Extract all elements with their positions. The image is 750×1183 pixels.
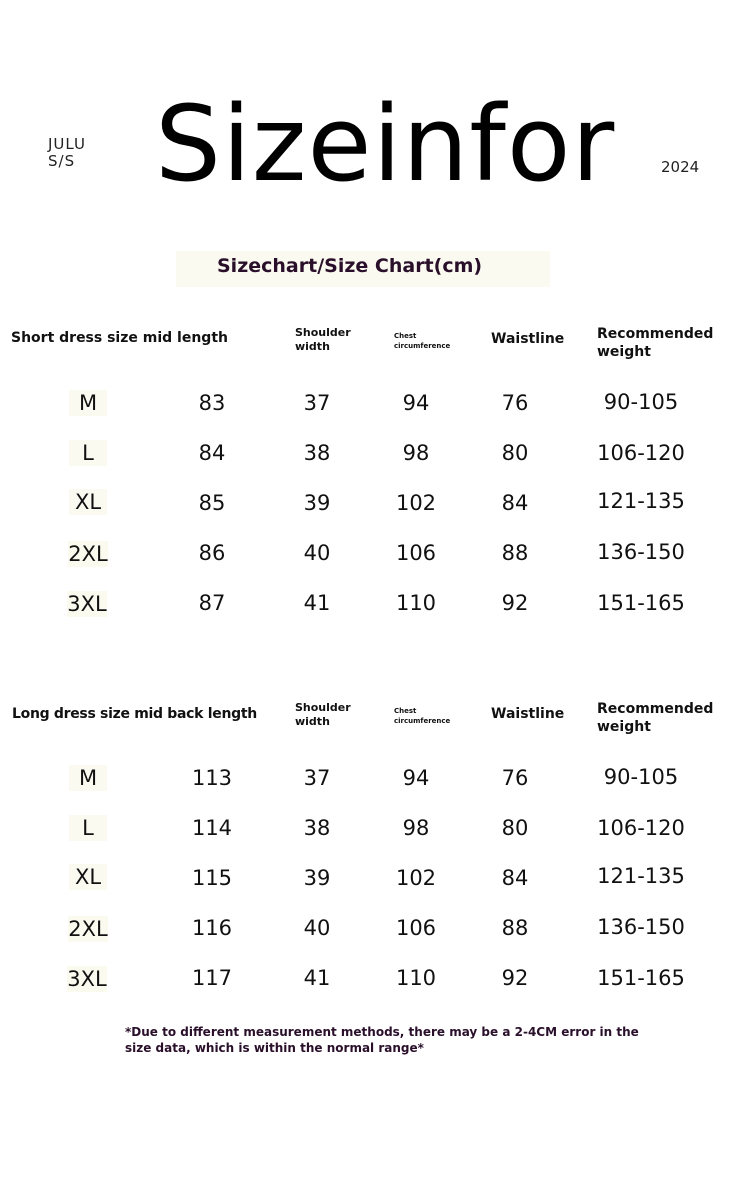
table2-col-weight: Recommended weight bbox=[597, 701, 714, 735]
table1-col-waist: Waistline bbox=[491, 331, 565, 347]
table1-weight-cell: 136-150 bbox=[597, 540, 685, 564]
season: S/S bbox=[48, 152, 76, 170]
table2-col-shoulder: Shoulder width bbox=[295, 701, 351, 728]
table1-waist-cell: 88 bbox=[501, 541, 529, 565]
table2-weight-cell: 106-120 bbox=[597, 816, 685, 840]
table1-weight-cell: 106-120 bbox=[597, 441, 685, 465]
table1-length-cell: 84 bbox=[198, 441, 226, 465]
table2-shoulder-cell: 39 bbox=[303, 866, 331, 890]
table2-col-waist: Waistline bbox=[491, 706, 565, 722]
table1-col-shoulder: Shoulder width bbox=[295, 326, 351, 353]
table1-size-cell: 3XL bbox=[67, 592, 107, 616]
table1-weight-cell: 90-105 bbox=[603, 390, 679, 414]
brand-name: JULU bbox=[48, 135, 86, 153]
table1-waist-cell: 76 bbox=[501, 391, 529, 415]
table2-title: Long dress size mid back length bbox=[12, 706, 257, 722]
table1-waist-cell: 92 bbox=[501, 591, 529, 615]
table1-size-cell: L bbox=[69, 440, 107, 466]
table1-waist-cell: 84 bbox=[501, 491, 529, 515]
year-label: 2024 bbox=[661, 158, 700, 176]
table1-length-cell: 87 bbox=[198, 591, 226, 615]
table1-col-weight: Recommended weight bbox=[597, 326, 714, 360]
table2-weight-cell: 136-150 bbox=[597, 915, 685, 939]
table2-size-cell: 2XL bbox=[68, 917, 108, 941]
table1-chest-cell: 94 bbox=[402, 391, 430, 415]
table1-shoulder-cell: 39 bbox=[303, 491, 331, 515]
table1-shoulder-cell: 38 bbox=[303, 441, 331, 465]
table2-length-cell: 115 bbox=[191, 866, 233, 890]
table2-shoulder-cell: 40 bbox=[303, 916, 331, 940]
table2-chest-cell: 98 bbox=[402, 816, 430, 840]
table1-shoulder-cell: 41 bbox=[303, 591, 331, 615]
size-chart-banner: Sizechart/Size Chart(cm) bbox=[176, 251, 550, 287]
table2-chest-cell: 110 bbox=[395, 966, 437, 990]
table2-size-cell: L bbox=[69, 815, 107, 841]
table2-waist-cell: 88 bbox=[501, 916, 529, 940]
table1-weight-cell: 121-135 bbox=[597, 489, 685, 513]
page-title: Sizeinfor bbox=[155, 83, 616, 205]
table1-size-cell: XL bbox=[69, 489, 107, 515]
table1-length-cell: 83 bbox=[198, 391, 226, 415]
table2-chest-cell: 94 bbox=[402, 766, 430, 790]
table2-size-cell: XL bbox=[69, 864, 107, 890]
table2-weight-cell: 121-135 bbox=[597, 864, 685, 888]
table2-shoulder-cell: 38 bbox=[303, 816, 331, 840]
table1-col-chest: Chest circumference bbox=[394, 332, 451, 350]
table2-shoulder-cell: 41 bbox=[303, 966, 331, 990]
table2-weight-cell: 90-105 bbox=[603, 765, 679, 789]
table2-shoulder-cell: 37 bbox=[303, 766, 331, 790]
table2-length-cell: 114 bbox=[191, 816, 233, 840]
table2-waist-cell: 84 bbox=[501, 866, 529, 890]
table2-weight-cell: 151-165 bbox=[597, 966, 685, 990]
table2-waist-cell: 92 bbox=[501, 966, 529, 990]
table2-length-cell: 117 bbox=[191, 966, 233, 990]
table1-shoulder-cell: 37 bbox=[303, 391, 331, 415]
table1-length-cell: 86 bbox=[198, 541, 226, 565]
table2-waist-cell: 80 bbox=[501, 816, 529, 840]
table2-length-cell: 116 bbox=[191, 916, 233, 940]
table1-chest-cell: 110 bbox=[395, 591, 437, 615]
table2-length-cell: 113 bbox=[191, 766, 233, 790]
table1-waist-cell: 80 bbox=[501, 441, 529, 465]
table2-size-cell: M bbox=[69, 765, 107, 791]
table2-col-chest: Chest circumference bbox=[394, 707, 451, 725]
table1-chest-cell: 98 bbox=[402, 441, 430, 465]
table1-weight-cell: 151-165 bbox=[597, 591, 685, 615]
brand-mark bbox=[48, 136, 86, 170]
table1-title: Short dress size mid length bbox=[11, 330, 228, 346]
table2-chest-cell: 106 bbox=[395, 916, 437, 940]
table1-size-cell: M bbox=[69, 390, 107, 416]
table1-size-cell: 2XL bbox=[68, 542, 108, 566]
table1-chest-cell: 106 bbox=[395, 541, 437, 565]
table2-size-cell: 3XL bbox=[67, 967, 107, 991]
table1-length-cell: 85 bbox=[198, 491, 226, 515]
table1-chest-cell: 102 bbox=[395, 491, 437, 515]
table2-chest-cell: 102 bbox=[395, 866, 437, 890]
table2-waist-cell: 76 bbox=[501, 766, 529, 790]
table1-shoulder-cell: 40 bbox=[303, 541, 331, 565]
measurement-footnote: *Due to different measurement methods, there may be a 2-4CM error in the size data, which is within the normal range* bbox=[125, 1025, 639, 1055]
